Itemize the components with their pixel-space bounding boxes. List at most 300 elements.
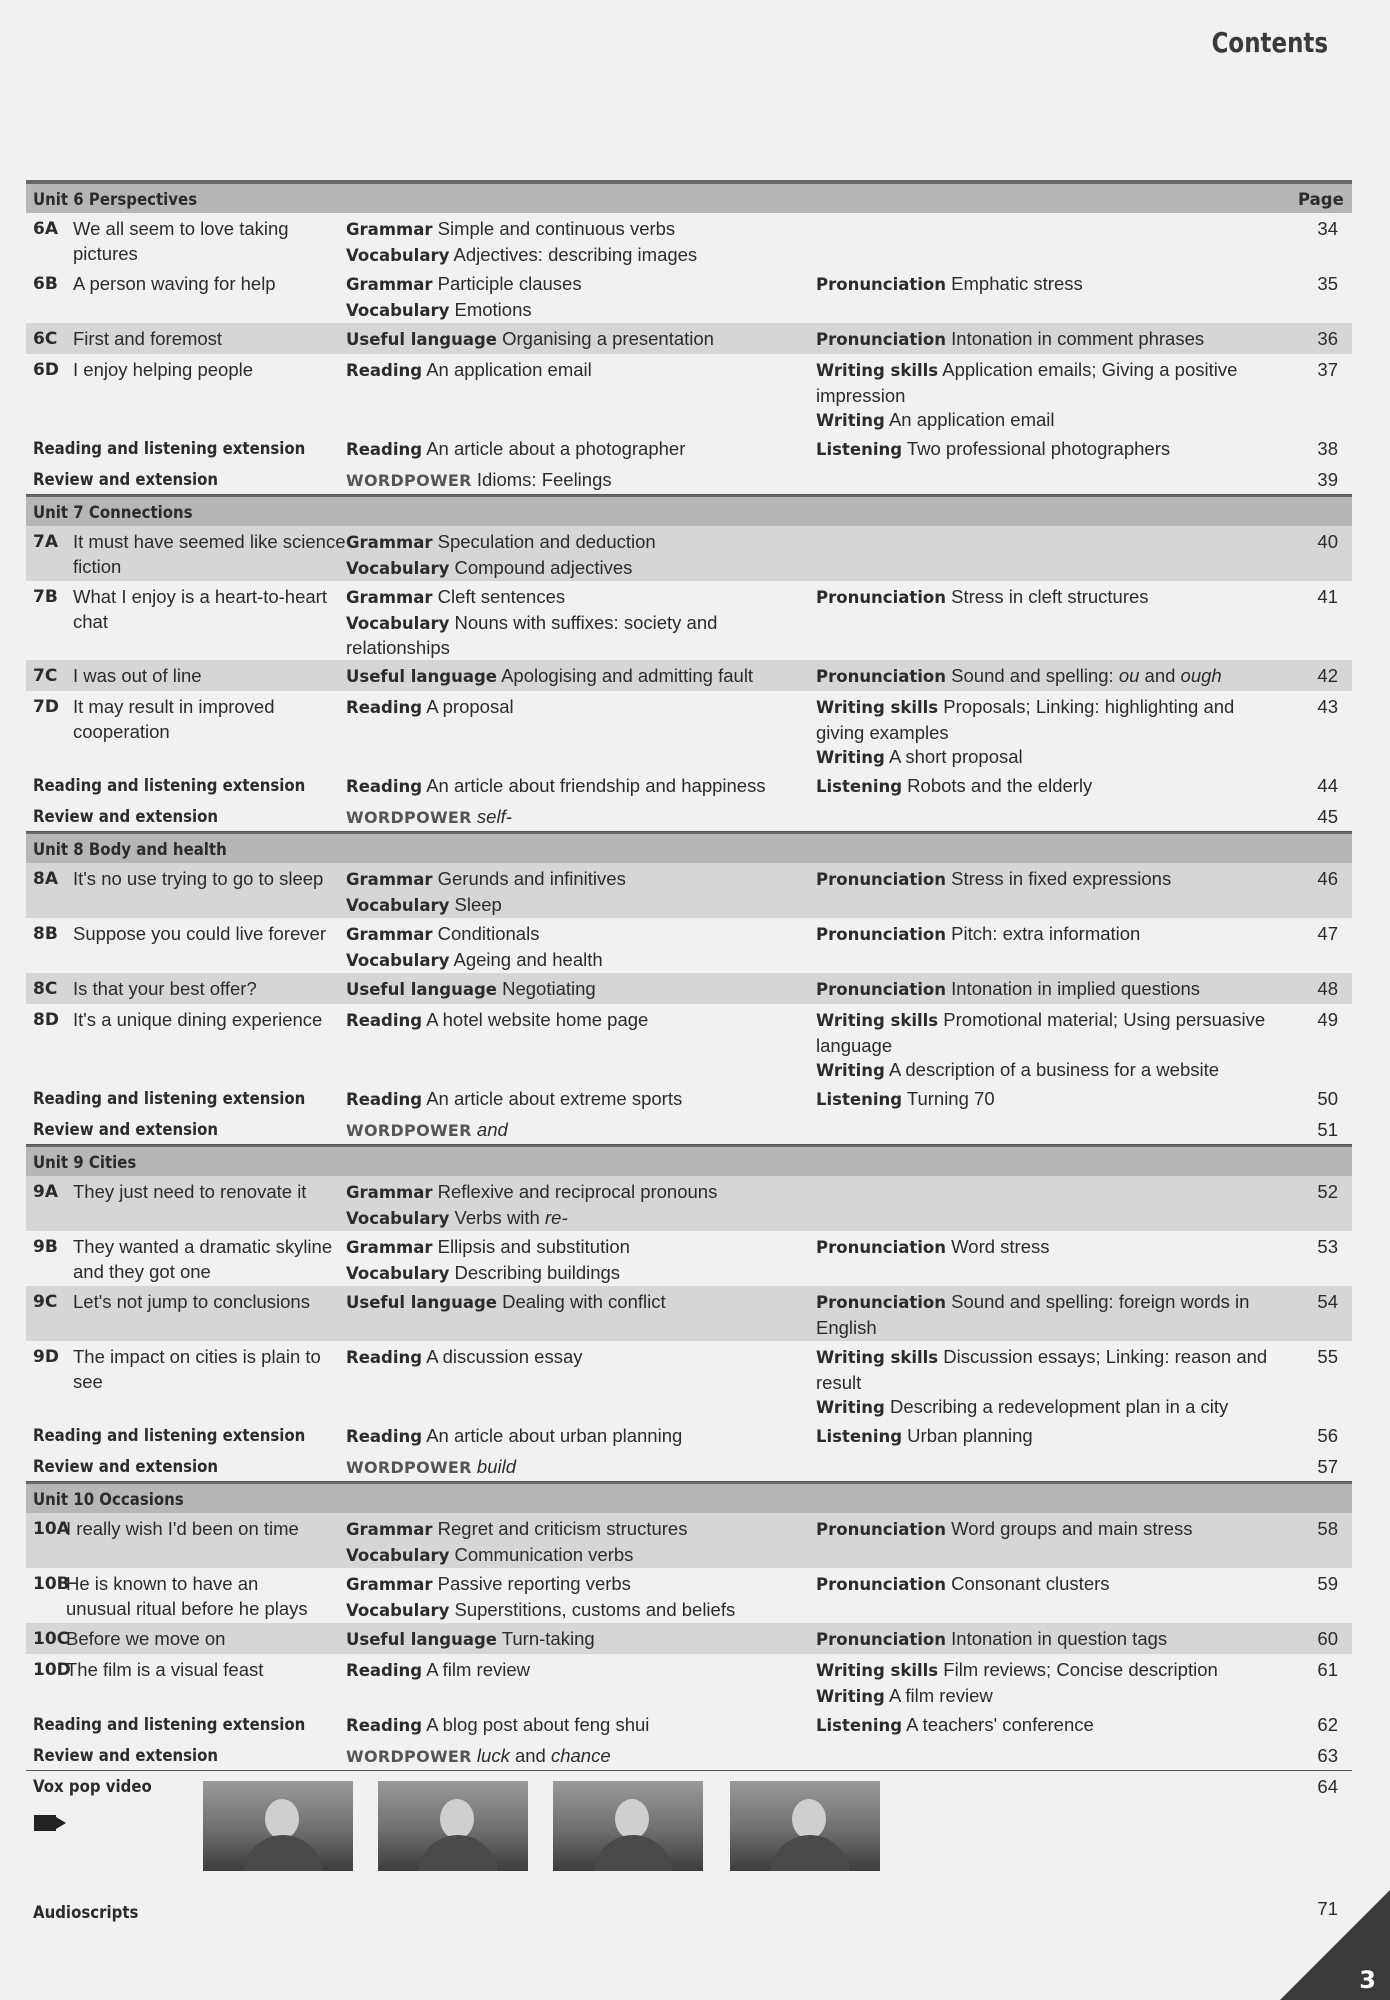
lesson-side (816, 1658, 1276, 1709)
lesson-side (816, 1290, 1276, 1340)
extension-side-value: Urban planning (907, 1425, 1033, 1446)
wordpower-word: luck (476, 1745, 510, 1766)
side-value: Sound and spelling: foreign words in English (816, 1291, 1250, 1338)
page-column-header: Page (1298, 190, 1344, 209)
lesson-side (816, 664, 1276, 690)
lesson-main (346, 922, 806, 973)
side-value: An application email (888, 409, 1055, 430)
lesson-row (26, 1176, 1352, 1231)
extension-label: Reading and listening extension (33, 1426, 306, 1446)
side-line (816, 745, 1276, 771)
lesson-code: 8B (33, 924, 58, 944)
page-number: 71 (1317, 1898, 1338, 1919)
review-main (346, 468, 806, 494)
side-key: Pronunciation (816, 588, 947, 607)
main-value: Compound adjectives (454, 556, 633, 578)
side-line (816, 1345, 1276, 1395)
lesson-side (816, 922, 1276, 948)
extension-key: Reading (346, 1716, 423, 1735)
main-key: Grammar (346, 220, 433, 239)
lesson-code: 6D (33, 360, 59, 380)
side-key: Pronunciation (816, 275, 947, 294)
main-line (346, 272, 806, 298)
wordpower-label: WORDPOWER (346, 808, 472, 827)
main-key: Vocabulary (346, 895, 450, 915)
side-line (816, 272, 1276, 298)
side-line (816, 1058, 1276, 1084)
wordpower-topic: build (476, 1456, 517, 1477)
main-value: Superstitions, customs and beliefs (454, 1598, 736, 1620)
main-key: Useful language (346, 1630, 497, 1649)
unit-title: Unit 10 Occasions (33, 1490, 184, 1510)
extension-value: An article about a photographer (426, 438, 686, 459)
lesson-row (26, 581, 1352, 660)
lesson-main (346, 1572, 806, 1623)
extension-row (26, 1709, 1352, 1740)
person-head (265, 1799, 299, 1839)
side-value: Film reviews; Concise description (943, 1659, 1218, 1680)
audioscripts-label: Audioscripts (33, 1903, 139, 1923)
extension-label: Reading and listening extension (33, 1715, 306, 1735)
main-line (346, 298, 806, 324)
main-value: Negotiating (502, 978, 596, 999)
unit-title: Unit 9 Cities (33, 1153, 137, 1173)
page-number: 62 (1317, 1714, 1338, 1735)
person-body (243, 1835, 323, 1871)
side-line (816, 408, 1276, 434)
main-key: Vocabulary (346, 1263, 450, 1283)
review-row (26, 1114, 1352, 1145)
extension-side-key: Listening (816, 777, 903, 796)
lesson-row (26, 691, 1352, 770)
lesson-side (816, 358, 1276, 434)
lesson-main (346, 272, 806, 323)
lesson-title: Suppose you could live forever (73, 923, 326, 944)
side-value: Consonant clusters (951, 1573, 1110, 1594)
side-line (816, 1235, 1276, 1261)
main-value: Apologising and admitting fault (501, 665, 754, 686)
side-line (816, 585, 1276, 611)
extension-row (26, 433, 1352, 464)
main-key: Grammar (346, 1520, 433, 1539)
page-number: 44 (1317, 775, 1338, 796)
review-row (26, 1451, 1352, 1482)
page-number: 40 (1317, 531, 1338, 552)
main-value: Gerunds and infinitives (437, 868, 626, 889)
lesson-main (346, 664, 806, 690)
main-key: Grammar (346, 870, 433, 889)
unit-title: Unit 7 Connections (33, 503, 193, 523)
side-line (816, 358, 1276, 408)
side-value: Application emails; Giving a positive impression (816, 359, 1238, 406)
main-value: Participle clauses (437, 273, 582, 294)
main-line (346, 1627, 806, 1653)
main-key: Vocabulary (346, 1545, 450, 1565)
main-key: Vocabulary (346, 1208, 450, 1228)
main-line (346, 556, 806, 582)
page-number: 45 (1317, 806, 1338, 827)
side-value: Pitch: extra information (951, 923, 1141, 944)
main-value: Conditionals (437, 923, 540, 944)
side-value: Promotional material; Using persuasive language (816, 1009, 1266, 1056)
extension-side-value: Two professional photographers (906, 438, 1171, 459)
side-line (816, 867, 1276, 893)
lesson-code: 10C (33, 1629, 70, 1649)
main-line (346, 217, 806, 243)
vox-pop-thumbnail[interactable] (553, 1781, 703, 1871)
main-line (346, 1180, 806, 1206)
lesson-side (816, 1572, 1276, 1598)
main-key: Grammar (346, 925, 433, 944)
review-label: Review and extension (33, 1457, 219, 1477)
page-number: 51 (1317, 1119, 1338, 1140)
lesson-main (346, 327, 806, 353)
contents-table (26, 180, 1352, 1927)
side-line (816, 664, 1276, 690)
extension-key: Reading (346, 1427, 423, 1446)
page-number: 35 (1317, 273, 1338, 294)
page-number: 49 (1317, 1009, 1338, 1030)
lesson-title: They wanted a dramatic skyline and they got one (73, 1236, 333, 1282)
lesson-main (346, 1008, 806, 1034)
main-line (346, 867, 806, 893)
main-key: Reading (346, 361, 423, 380)
extension-main (346, 1424, 806, 1450)
side-line (816, 1684, 1276, 1710)
lesson-code: 10B (33, 1574, 70, 1594)
lesson-main (346, 1290, 806, 1316)
review-main (346, 1455, 806, 1481)
lesson-main (346, 867, 806, 918)
lesson-main (346, 217, 806, 268)
lesson-code: 9D (33, 1347, 59, 1367)
lesson-row (26, 918, 1352, 973)
side-value: Word stress (951, 1236, 1050, 1257)
main-line (346, 977, 806, 1003)
main-value: Reflexive and reciprocal pronouns (437, 1181, 718, 1202)
person-body (593, 1835, 673, 1871)
wordpower-topic: Idioms: Feelings (476, 469, 612, 490)
main-line (346, 1235, 806, 1261)
side-line (816, 1658, 1276, 1684)
lesson-code: 6A (33, 219, 58, 239)
unit-header (26, 495, 1352, 526)
lesson-code: 8A (33, 869, 58, 889)
main-value: Organising a presentation (502, 328, 714, 349)
main-value: Regret and criticism structures (437, 1518, 688, 1539)
page-number: 46 (1317, 868, 1338, 889)
lesson-title: It's a unique dining experience (73, 1009, 323, 1030)
main-line (346, 243, 806, 269)
vox-pop-thumbnail[interactable] (203, 1781, 353, 1871)
main-line (346, 922, 806, 948)
extension-side (816, 437, 1276, 463)
unit-header (26, 1145, 1352, 1176)
page-number: 64 (1317, 1776, 1338, 1797)
extension-value: An article about friendship and happiness (426, 775, 766, 796)
side-key: Writing skills (816, 698, 939, 717)
side-key: Pronunciation (816, 1238, 947, 1257)
main-key: Useful language (346, 667, 497, 686)
lesson-row (26, 973, 1352, 1004)
side-line (816, 922, 1276, 948)
main-line (346, 611, 806, 661)
extension-main (346, 1713, 806, 1739)
page-number: 54 (1317, 1291, 1338, 1312)
page-title: Contents (1211, 26, 1328, 59)
lesson-code: 7D (33, 697, 59, 717)
main-line (346, 1290, 806, 1316)
lesson-title: What I enjoy is a heart-to-heart chat (73, 586, 327, 632)
main-line (346, 948, 806, 974)
extension-side-value: Turning 70 (906, 1088, 995, 1109)
main-value: Ageing and health (453, 948, 603, 970)
wordpower-label: WORDPOWER (346, 1458, 472, 1477)
lesson-row (26, 354, 1352, 433)
extension-value: An article about extreme sports (426, 1088, 683, 1109)
review-row (26, 801, 1352, 832)
extension-main (346, 437, 806, 463)
side-key: Writing skills (816, 1011, 939, 1030)
page-number: 58 (1317, 1518, 1338, 1539)
extension-key: Reading (346, 1090, 423, 1109)
side-key: Pronunciation (816, 980, 947, 999)
extension-row (26, 1083, 1352, 1114)
side-line (816, 695, 1276, 745)
side-key: Writing (816, 748, 885, 767)
lesson-main (346, 358, 806, 384)
side-value: Discussion essays; Linking: reason and result (816, 1346, 1268, 1393)
lesson-title: Before we move on (66, 1628, 226, 1649)
extension-side-key: Listening (816, 440, 903, 459)
main-value: Dealing with conflict (502, 1291, 666, 1312)
main-key: Vocabulary (346, 558, 450, 578)
main-value: A hotel website home page (426, 1009, 649, 1030)
main-value: A proposal (426, 696, 514, 717)
page-number: 53 (1317, 1236, 1338, 1257)
main-line (346, 327, 806, 353)
extension-side (816, 1087, 1276, 1113)
lesson-title: It's no use trying to go to sleep (73, 868, 324, 889)
side-key: Pronunciation (816, 870, 947, 889)
lesson-side (816, 1235, 1276, 1261)
lesson-side (816, 695, 1276, 771)
main-key: Vocabulary (346, 950, 450, 970)
side-value: Intonation in comment phrases (951, 328, 1205, 349)
page-number: 3 (1359, 1966, 1376, 1994)
main-value: Turn-taking (501, 1628, 595, 1649)
page-number: 59 (1317, 1573, 1338, 1594)
side-value: A film review (888, 1684, 993, 1706)
lesson-row (26, 1231, 1352, 1286)
main-key: Vocabulary (346, 245, 450, 265)
lesson-code: 7B (33, 587, 58, 607)
wordpower-label: WORDPOWER (346, 1747, 472, 1766)
main-value: Cleft sentences (437, 586, 566, 607)
main-line (346, 530, 806, 556)
lesson-title: He is known to have an unusual ritual before he plays (66, 1573, 308, 1619)
main-key: Grammar (346, 1183, 433, 1202)
side-key: Pronunciation (816, 925, 947, 944)
main-value: Speculation and deduction (437, 531, 656, 552)
main-line (346, 664, 806, 690)
unit-header (26, 1482, 1352, 1513)
main-key: Reading (346, 1011, 423, 1030)
wordpower-topic: and (476, 1119, 508, 1140)
side-key: Pronunciation (816, 1575, 947, 1594)
main-value: Communication verbs (454, 1543, 634, 1565)
review-label: Review and extension (33, 1120, 219, 1140)
wordpower-joiner: and (514, 1745, 546, 1766)
review-label: Review and extension (33, 1746, 219, 1766)
video-camera-icon (34, 1815, 56, 1831)
review-row (26, 464, 1352, 495)
page-number: 37 (1317, 359, 1338, 380)
main-value: Ellipsis and substitution (437, 1236, 630, 1257)
lesson-main (346, 1658, 806, 1684)
lesson-title: It must have seemed like science fiction (73, 531, 346, 577)
side-key: Writing (816, 1061, 885, 1080)
person-head (792, 1799, 826, 1839)
lesson-title: Let's not jump to conclusions (73, 1291, 310, 1312)
side-key: Pronunciation (816, 1630, 947, 1649)
wordpower-topic: self- (476, 806, 512, 827)
lesson-title: First and foremost (73, 328, 223, 349)
main-line (346, 695, 806, 721)
page-number: 43 (1317, 696, 1338, 717)
lesson-title: It may result in improved cooperation (73, 696, 275, 742)
page-number: 57 (1317, 1456, 1338, 1477)
page-number: 39 (1317, 469, 1338, 490)
extension-label: Reading and listening extension (33, 1089, 306, 1109)
main-value: A film review (426, 1659, 531, 1680)
page-number: 48 (1317, 978, 1338, 999)
side-key: Pronunciation (816, 1520, 947, 1539)
vox-pop-thumbnail[interactable] (378, 1781, 528, 1871)
page-number: 36 (1317, 328, 1338, 349)
extension-side-value: Robots and the elderly (907, 775, 1093, 796)
lesson-side (816, 327, 1276, 353)
page-number: 52 (1317, 1181, 1338, 1202)
lesson-row (26, 1341, 1352, 1420)
main-value: Verbs with re- (454, 1206, 568, 1228)
side-line (816, 1627, 1276, 1653)
side-value: Describing a redevelopment plan in a city (889, 1396, 1229, 1417)
lesson-title: I enjoy helping people (73, 359, 254, 380)
lesson-side (816, 585, 1276, 611)
side-line (816, 1395, 1276, 1421)
page-number: 38 (1317, 438, 1338, 459)
extension-label: Reading and listening extension (33, 776, 306, 796)
side-key: Writing (816, 1686, 885, 1706)
lesson-title: The impact on cities is plain to see (73, 1346, 321, 1392)
main-key: Grammar (346, 1575, 433, 1594)
extension-side-value: A teachers' conference (906, 1714, 1094, 1735)
extension-side-key: Listening (816, 1427, 903, 1446)
side-key: Writing (816, 411, 885, 430)
extension-key: Reading (346, 440, 423, 459)
side-value: Stress in cleft structures (951, 586, 1149, 607)
lesson-title: A person waving for help (73, 273, 276, 294)
unit-header (26, 832, 1352, 863)
main-value: Sleep (454, 893, 502, 915)
wordpower-label: WORDPOWER (346, 471, 472, 490)
lesson-code: 9B (33, 1237, 58, 1257)
page-number: 55 (1317, 1346, 1338, 1367)
main-key: Useful language (346, 1293, 497, 1312)
side-value: A short proposal (888, 746, 1023, 767)
person-body (418, 1835, 498, 1871)
lesson-row (26, 213, 1352, 268)
main-value: Emotions (454, 298, 532, 320)
unit-header (26, 182, 1352, 213)
side-value: Proposals; Linking: highlighting and giving examples (816, 696, 1235, 743)
lesson-title: Is that your best offer? (73, 978, 257, 999)
extension-value: An article about urban planning (426, 1425, 683, 1446)
lesson-code: 10D (33, 1660, 71, 1680)
side-line (816, 977, 1276, 1003)
main-line (346, 1517, 806, 1543)
lesson-title: They just need to renovate it (73, 1181, 307, 1202)
side-value: Emphatic stress (951, 273, 1083, 294)
side-value: A description of a business for a website (888, 1059, 1220, 1080)
side-line (816, 1008, 1276, 1058)
main-key: Useful language (346, 330, 497, 349)
lesson-main (346, 585, 806, 661)
page-number: 34 (1317, 218, 1338, 239)
lesson-row (26, 1623, 1352, 1654)
person-head (615, 1799, 649, 1839)
lesson-row (26, 1513, 1352, 1568)
page-number: 56 (1317, 1425, 1338, 1446)
main-value: A discussion essay (426, 1346, 583, 1367)
extension-side-key: Listening (816, 1716, 903, 1735)
main-value: Describing buildings (454, 1261, 621, 1283)
main-line (346, 1345, 806, 1371)
main-line (346, 1598, 806, 1624)
main-value: Simple and continuous verbs (437, 218, 676, 239)
lesson-main (346, 1180, 806, 1231)
main-value: An application email (426, 359, 592, 380)
lesson-side (816, 1517, 1276, 1543)
lesson-title: The film is a visual feast (66, 1659, 264, 1680)
page-number: 61 (1317, 1659, 1338, 1680)
lesson-code: 6C (33, 329, 58, 349)
wordpower-label: WORDPOWER (346, 1121, 472, 1140)
lesson-side (816, 977, 1276, 1003)
lesson-side (816, 272, 1276, 298)
extension-row (26, 1420, 1352, 1451)
page-number: 63 (1317, 1745, 1338, 1766)
vox-pop-thumbnail[interactable] (730, 1781, 880, 1871)
lesson-code: 8D (33, 1010, 59, 1030)
main-key: Grammar (346, 588, 433, 607)
main-key: Grammar (346, 1238, 433, 1257)
lesson-title: I was out of line (73, 665, 202, 686)
side-key: Writing (816, 1398, 885, 1417)
main-key: Grammar (346, 275, 433, 294)
review-main (346, 1744, 806, 1770)
side-value: Word groups and main stress (951, 1518, 1193, 1539)
main-key: Reading (346, 1348, 423, 1367)
lesson-title: We all seem to love taking pictures (73, 218, 289, 264)
page-number: 60 (1317, 1628, 1338, 1649)
unit-title: Unit 8 Body and health (33, 840, 227, 860)
lesson-main (346, 1517, 806, 1568)
page-number: 41 (1317, 586, 1338, 607)
lesson-main (346, 530, 806, 581)
vox-pop-row (26, 1771, 1352, 1887)
